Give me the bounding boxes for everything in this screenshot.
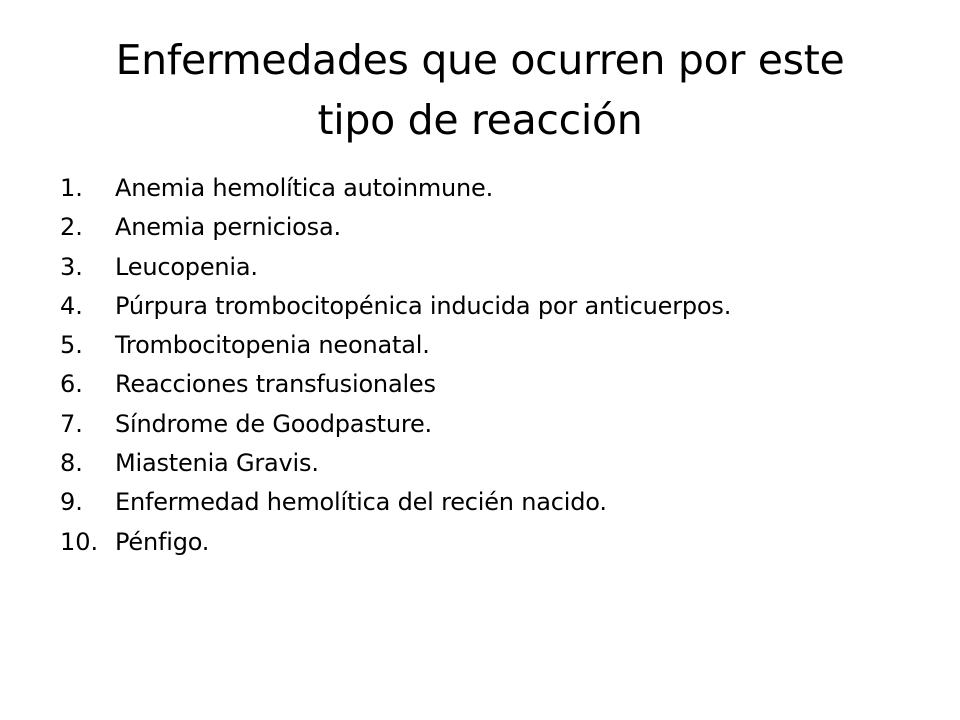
list-item-text: Púrpura trombocitopénica inducida por anticuerpos. <box>115 291 732 320</box>
list-item-text: Anemia hemolítica autoinmune. <box>115 174 494 202</box>
list-item-number: 4. <box>60 291 83 320</box>
list-item-number: 7. <box>60 409 83 438</box>
list-item-text: Trombocitopenia neonatal. <box>115 331 430 360</box>
list-item-number: 3. <box>60 252 83 281</box>
list-item-text: Anemia perniciosa. <box>115 213 341 242</box>
list-item-number: 6. <box>60 370 83 399</box>
list-item-number: 8. <box>60 449 83 478</box>
list-item <box>60 405 920 444</box>
list-item-text: Miastenia Gravis. <box>115 449 319 478</box>
slide-title-line-1: Enfermedades que ocurren por este <box>115 36 845 84</box>
slide-title <box>48 30 912 150</box>
list-item <box>60 365 920 404</box>
list-item <box>60 169 920 208</box>
slide-title-line-2: tipo de reacción <box>317 96 643 144</box>
list-item <box>60 248 920 287</box>
list-item-number: 1. <box>60 174 83 202</box>
list-item <box>60 287 920 326</box>
list-item-number: 2. <box>60 213 83 242</box>
list-item <box>60 483 920 522</box>
disease-list <box>60 169 920 562</box>
list-item <box>60 326 920 365</box>
list-item <box>60 523 920 562</box>
list-item-text: Leucopenia. <box>115 252 258 281</box>
list-item-text: Reacciones transfusionales <box>115 370 436 399</box>
list-item-text: Pénfigo. <box>115 527 210 556</box>
list-item-text: Enfermedad hemolítica del recién nacido. <box>115 488 607 517</box>
list-item-number: 10. <box>60 527 99 556</box>
list-item-text: Síndrome de Goodpasture. <box>115 409 432 438</box>
list-item-number: 5. <box>60 331 83 360</box>
list-item <box>60 444 920 483</box>
list-item <box>60 208 920 247</box>
list-item-number: 9. <box>60 488 83 517</box>
